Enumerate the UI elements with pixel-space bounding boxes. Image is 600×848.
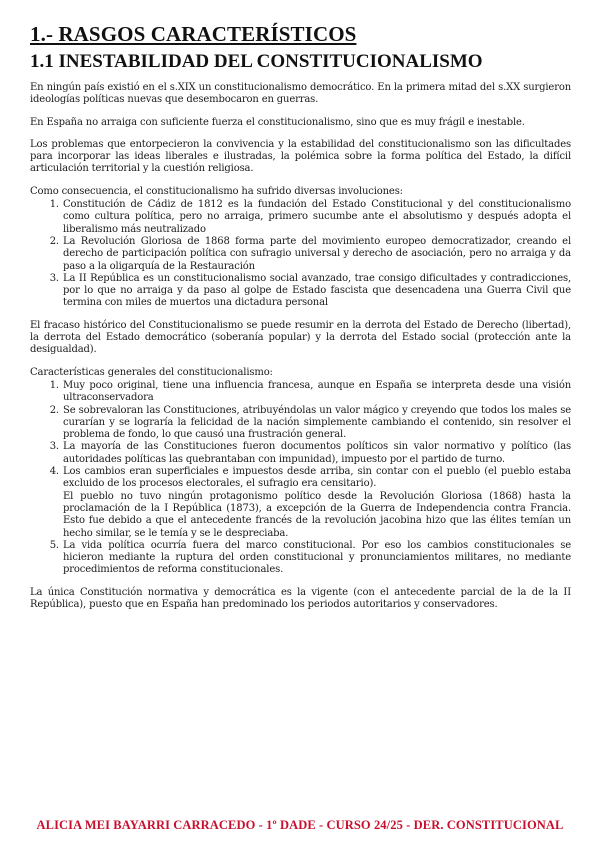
list-item-text: Los cambios eran superficiales e impuestos desde arriba, sin contar con el pueblo (el pueblo estaba excluido de los procesos electorales, el sufragio era censitario).	[63, 466, 571, 490]
paragraph-problems: Los problemas que entorpecieron la convivencia y la estabilidad del constitucionalismo son las dificultades para incorporar las ideas liberales e ilustradas, la polémica sobre la forma política del Estado, la difícil articulación territorial y la cuestión religiosa.	[30, 138, 571, 175]
list-item-continuation: El pueblo no tuvo ningún protagonismo político desde la Revolución Gloriosa (1868) hasta la proclamación de la I República (1873), a excepción de la Guerra de Independencia contra Francia. Esto fue debido a que el antecedente francés de la revolución jacobina hizo que las élites temían un hecho similar, se le temía y se le despreciaba.	[63, 490, 571, 539]
list-item: 5. La vida política ocurría fuera del marco constitucional. Por eso los cambios constitucionales se hicieron mediante la ruptura del orden constitucional y pronunciamientos militares, no mediante procedimientos de reforma constitucionales.	[62, 540, 571, 577]
caracteristicas-list	[30, 380, 571, 577]
paragraph-caracteristicas-intro: Características generales del constitucionalismo:	[30, 366, 273, 378]
footer-author: ALICIA MEI BAYARRI CARRACEDO - 1º DADE - CURSO 24/25 - DER. CONSTITUCIONAL	[36, 818, 564, 832]
list-item: 3. La mayoría de las Constituciones fueron documentos políticos sin valor normativo y político (las autoridades políticas las quebrantaban con impunidad), impuesto por el partido de turno.	[62, 441, 571, 466]
list-item: 1. Constitución de Cádiz de 1812 es la fundación del Estado Constitucional y del constitucionalismo como cultura política, pero no arraiga, primero sucumbe ante el absolutismo y después adopta el liberalismo más neutralizado	[62, 199, 571, 236]
paragraph-fracaso: El fracaso histórico del Constitucionalismo se puede resumir en la derrota del Estado de Derecho (libertad), la derrota del Estado democrático (soberanía popular) y la derrota del Estado social (protección ante la desigualdad).	[30, 319, 571, 356]
list-item	[62, 466, 571, 540]
list-item: 2. La Revolución Gloriosa de 1868 forma parte del movimiento europeo democratizador, creando el derecho de participación política con sufragio universal y derecho de asociación, pero no arraiga y da paso a la oligarquía de la Restauración	[62, 236, 571, 273]
list-item: 2. Se sobrevaloran las Constituciones, atribuyéndolas un valor mágico y creyendo que todos los males se curarían y se lograría la felicidad de la nación simplemente cambiando el contenido, sin resolver el problema de fondo, lo que causó una frustración general.	[62, 405, 571, 442]
paragraph-intro: En ningún país existió en el s.XIX un constitucionalismo democrático. En la primera mitad del s.XX surgieron ideologías políticas nuevas que desembocaron en guerras.	[30, 82, 571, 106]
page-title: 1.- RASGOS CARACTERÍSTICOS	[30, 22, 357, 46]
paragraph-involuciones-intro: Como consecuencia, el constitucionalismo ha sufrido diversas involuciones:	[30, 185, 403, 197]
list-item: 3. La II República es un constitucionalismo social avanzado, trae consigo dificultades y contradicciones, por lo que no arraiga y da paso al golpe de Estado fascista que desencadena una Guerra Civil que termina con miles de muertos una dictadura personal	[62, 273, 571, 310]
section-heading: 1.1 INESTABILIDAD DEL CONSTITUCIONALISMO	[30, 51, 483, 72]
paragraph-spain: En España no arraiga con suficiente fuerza el constitucionalismo, sino que es muy frágil e inestable.	[30, 116, 525, 128]
document-page	[30, 22, 571, 621]
list-item: 1. Muy poco original, tiene una influencia francesa, aunque en España se interpreta desde una visión ultraconservadora	[62, 380, 571, 405]
paragraph-conclusion: La única Constitución normativa y democrática es la vigente (con el antecedente parcial de la de la II República), puesto que en España han predominado los periodos autoritarios y conservadores.	[30, 586, 571, 610]
involuciones-list	[30, 199, 571, 310]
